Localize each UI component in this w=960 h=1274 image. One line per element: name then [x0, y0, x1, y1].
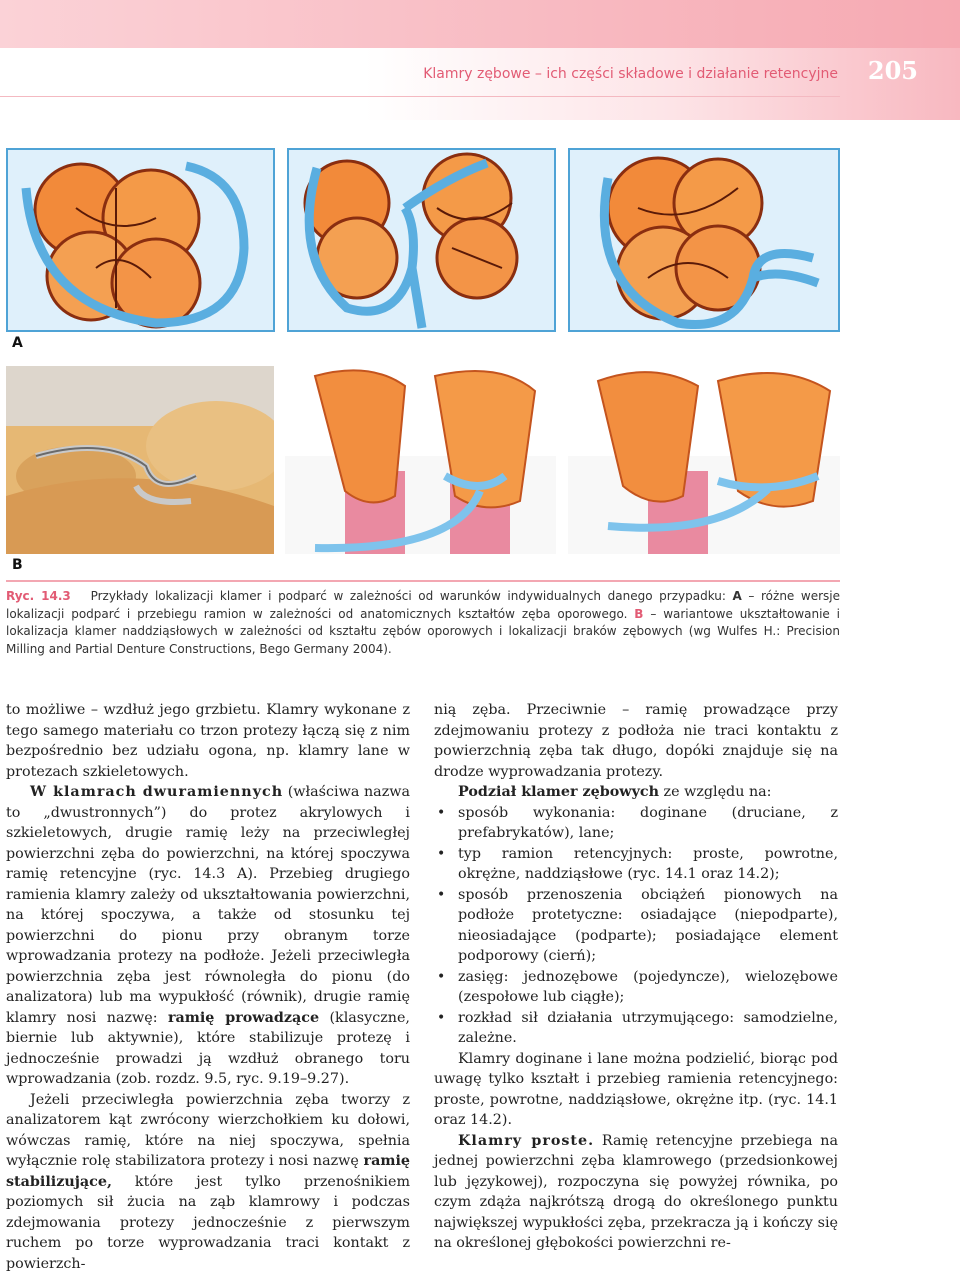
molar-tooth — [35, 164, 200, 327]
caption-text-1: Przykłady lokalizacji klamer i podparć w zależności od warunków indywidualnych danego przypadku: — [91, 589, 733, 603]
caption-rule — [6, 580, 840, 582]
list-item — [434, 803, 838, 844]
figure-b-panel-2 — [285, 366, 556, 554]
figure-a-panel-1 — [6, 148, 275, 332]
term-klamry-proste: Klamry proste. — [458, 1133, 594, 1149]
paragraph-text: Jeżeli przeciwległa powierzchnia zęba tworzy z analizatorem kąt zwrócony wierzchołkiem ku dołowi, wówczas ramię, które na niej spoczywa, spełnia wyłącznie rolę stabilizatora protezy i nosi nazwę — [6, 1092, 410, 1170]
paragraph-text: (właściwa nazwa to „dwustronnych”) do protez akrylowych i szkieletowych, drugie ramię leży na przeciwległej powierzchni zęba do powierzchni, na której spoczywa ramię retencyjne (ryc. 14.3 A). Przebieg drugiego ramienia klamry zależy od ukształtowania powierzchni, na której spoczywa, a także od stosunku tej powierzchni do pionu przy obranym torze wprowadzania protezy na podłoże. Jeżeli przeciwległa powierzchnia zęba jest równoległa do pionu (do analizatora) lub ma wypukłość (równik), drugie ramię klamry nosi nazwę: — [6, 784, 410, 1026]
panel-label-a: A — [12, 335, 23, 351]
figure-a-panel-2 — [287, 148, 556, 332]
paragraph-text: (klasyczne, biernie lub aktywnie), które stabilizuje protezę i jednocześnie prowadzi ją wzdłuż obranego toru wprowadzania (zob. rozdz. 9.5, ryc. 9.19–9.27). — [6, 1010, 410, 1088]
figure-b-photo — [6, 366, 274, 554]
panel-label-b: B — [12, 557, 23, 573]
list-item — [434, 844, 838, 885]
bullet-icon: • — [437, 803, 445, 824]
bullet-icon: • — [437, 885, 445, 906]
page-number: 205 — [868, 56, 918, 85]
figure-a-panel-3 — [568, 148, 840, 332]
list-item-text: rozkład sił działania utrzymującego: samodzielne, zależne. — [458, 1010, 838, 1047]
paragraph — [434, 1131, 838, 1254]
paragraph: to możliwe – wzdłuż jego grzbietu. Klamry wykonane z tego samego materiału co trzon protezy łączą się z nim bezpośrednio bez udziału ogona, np. klamry lane w protezach szkieletowych. — [6, 700, 410, 782]
caption-text-2: – różne wersje lokalizacji podparć i przebiegu ramion w zależności od anatomicznych kształtów zęba oporowego. — [6, 589, 840, 621]
paragraph-text: Ramię retencyjne przebiega na jednej powierzchni zęba klamrowego (przedsionkowej lub językowej), rozpoczyna się powyżej równika, po czym zdąża najkrótszą drogą do określonego punktu największej wypukłości zęba, przekracza ją i kończy się na określonej głębokości powierzchni re- — [434, 1133, 838, 1252]
paragraph: nią zęba. Przeciwnie – ramię prowadzące przy zdejmowaniu protezy z podłoża nie traci kontaktu z powierzchnią zęba tak długo, dopóki znajduje się na drodze wyprowadzania protezy. — [434, 700, 838, 782]
header-rule — [0, 96, 840, 97]
figure-b-panel-3 — [568, 366, 840, 554]
bullet-icon: • — [437, 1008, 445, 1029]
caption-letter-a: A — [733, 589, 742, 603]
caption-letter-b: B — [634, 607, 643, 621]
list-item — [434, 967, 838, 1008]
list-item-text: zasięg: jednozębowe (pojedyncze), wielozębowe (zespołowe lub ciągłe); — [458, 969, 838, 1006]
top-color-band — [0, 0, 960, 48]
figure-ref: Ryc. 14.3 — [6, 589, 71, 603]
figure-caption — [6, 588, 840, 658]
list-item — [434, 885, 838, 967]
term-ramie-prowadzace: ramię prowadzące — [168, 1010, 319, 1026]
paragraph-text: które jest tylko przenośnikiem poziomych sił żucia na ząb klamrowy i podczas zdejmowania protezy jednocześnie z pierwszym ruchem po torze wyprowadzania traci kontakt z powierzch- — [6, 1174, 410, 1272]
caption-text-3: – wariantowe ukształtowanie i lokalizacja klamer naddziąsłowych w zależności od kształtu zębów oporowych i lokalizacji braków zębowych (wg Wulfes H.: Precision Milling and Partial Denture Constructions, Bego Germany 2004). — [6, 607, 840, 656]
bullet-icon: • — [437, 967, 445, 988]
term-ramie-stabilizujace: ramię stabilizujące, — [6, 1153, 410, 1190]
running-head: Klamry zębowe – ich części składowe i działanie retencyjne — [423, 66, 838, 82]
paragraph: Klamry doginane i lane można podzielić, biorąc pod uwagę tylko kształt i przebieg ramienia retencyjnego: proste, powrotne, naddziąsłowe, okrężne itp. (ryc. 14.1 oraz 14.2). — [434, 1049, 838, 1131]
list-item — [434, 1008, 838, 1049]
bullet-list — [434, 803, 838, 1049]
paragraph — [434, 782, 838, 803]
header-band — [0, 48, 960, 120]
left-column — [6, 700, 410, 1274]
paragraph-text: ze względu na: — [659, 784, 772, 800]
list-item-text: sposób przenoszenia obciążeń pionowych na podłoże protetyczne: osiadające (niepodparte), nieosiadające (podparte); posiadające element podporowy (cierń); — [458, 887, 838, 965]
list-item-text: sposób wykonania: doginane (druciane, z prefabrykatów), lane; — [458, 805, 838, 842]
paragraph — [6, 1090, 410, 1274]
bullet-icon: • — [437, 844, 445, 865]
paragraph — [6, 782, 410, 1090]
right-column — [434, 700, 838, 1254]
list-item-text: typ ramion retencyjnych: proste, powrotne, okrężne, naddziąsłowe (ryc. 14.1 oraz 14.2); — [458, 846, 838, 883]
term-podzial: Podział klamer zębowych — [458, 784, 659, 800]
term-dwuramienne: W klamrach dwuramiennych — [30, 784, 283, 800]
